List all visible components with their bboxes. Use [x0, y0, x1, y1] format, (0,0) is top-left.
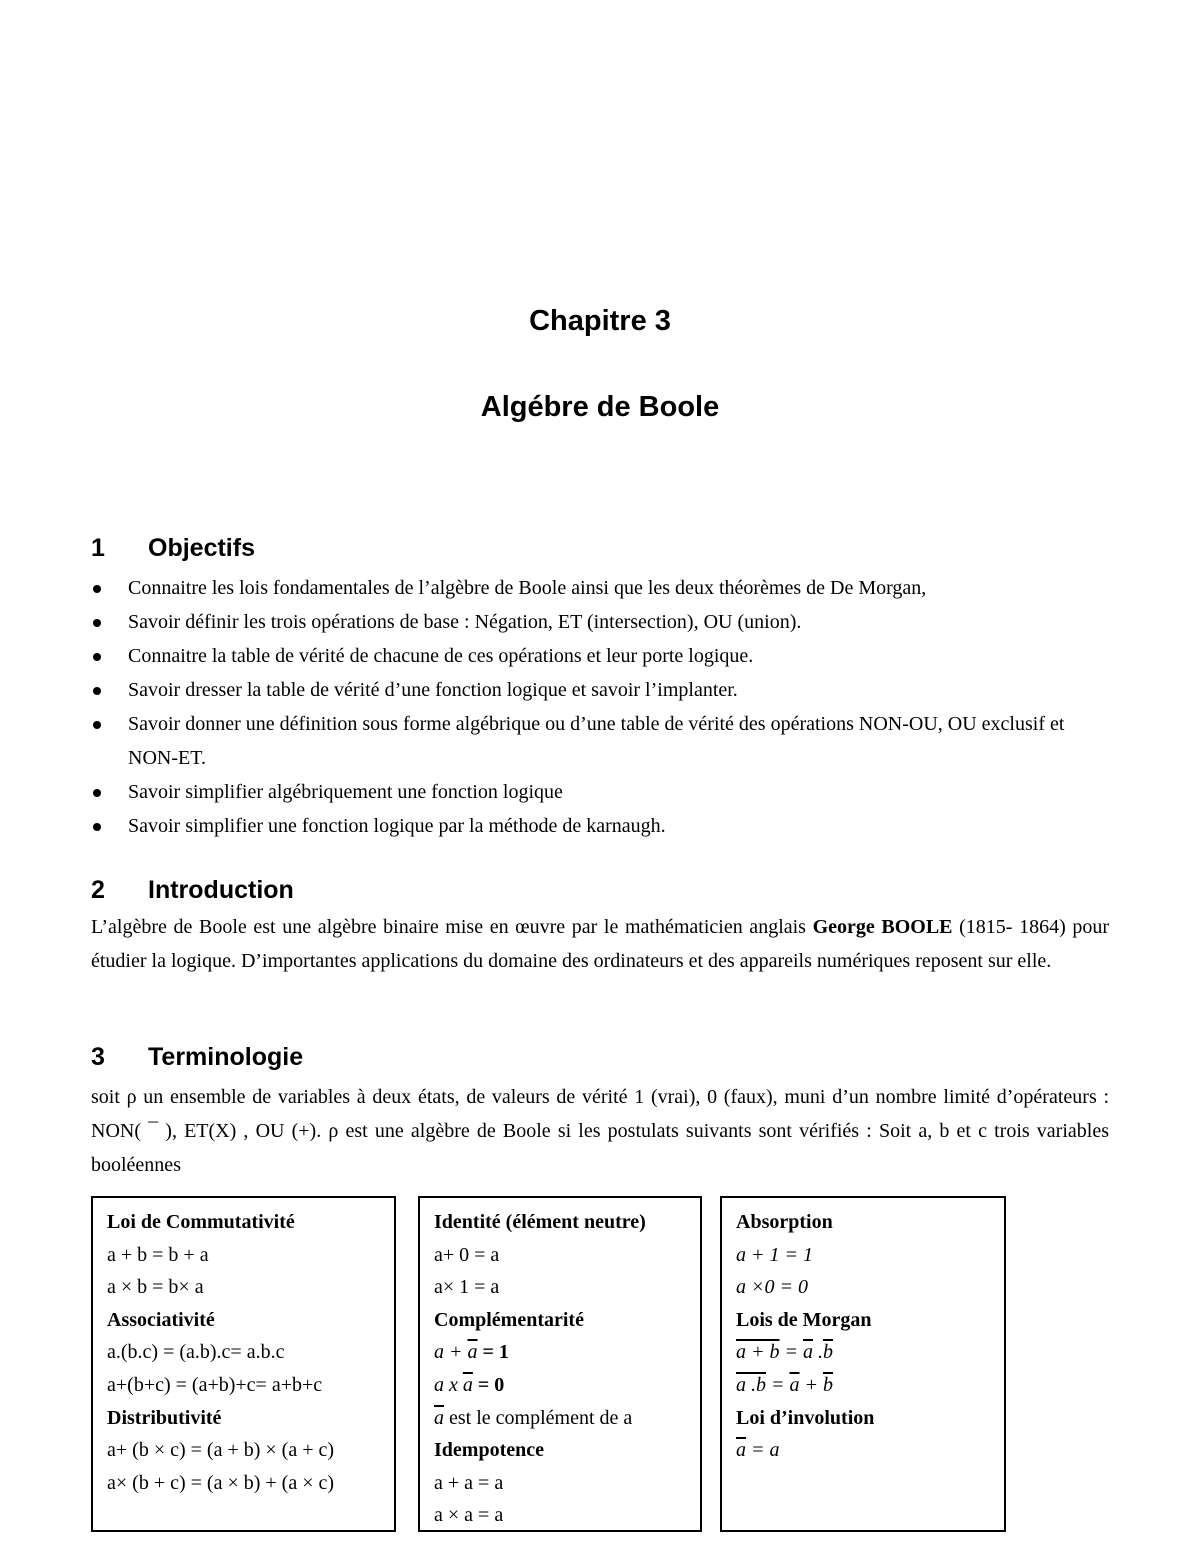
law-heading: Distributivité: [107, 1406, 222, 1429]
law-formula: a+ 0 = a: [434, 1243, 500, 1266]
law-formula: a ×0 = 0: [736, 1276, 808, 1299]
chapter-label: Chapitre 3: [529, 305, 671, 337]
section-heading-objectifs: [91, 534, 255, 563]
law-formula: a+(b+c) = (a+b)+c= a+b+c: [107, 1373, 323, 1396]
laws-box-identity: [418, 1196, 702, 1532]
law-formula: a+ (b × c) = (a + b) × (a + c): [107, 1439, 335, 1462]
page-title: Algébre de Boole: [480, 391, 720, 423]
list-item: Connaitre les lois fondamentales de l’algèbre de Boole ainsi que les deux théorèmes de De Morgan,: [91, 571, 1111, 605]
law-heading: Absorption: [736, 1211, 833, 1233]
objectives-list: [91, 571, 1111, 843]
law-formula: a.(b.c) = (a.b).c= a.b.c: [107, 1341, 285, 1364]
law-formula: a × a = a: [434, 1504, 504, 1527]
law-formula: a × b = b× a: [107, 1276, 204, 1299]
section-number: 1: [91, 534, 105, 562]
law-formula: a $.b = \overline{a} + \overline{b}$: [736, 1373, 833, 1396]
list-item: Savoir simplifier algébriquement une fonction logique: [91, 775, 1111, 809]
list-item: Savoir simplifier une fonction logique par la méthode de karnaugh.: [91, 809, 1111, 843]
law-heading: Complémentarité: [434, 1308, 584, 1331]
law-heading: Associativité: [107, 1308, 215, 1331]
bullet-icon: [93, 687, 101, 695]
law-heading: Loi d’involution: [736, 1406, 875, 1429]
laws-box-absorption: [720, 1196, 1006, 1532]
law-formula: a + b = b + a: [107, 1243, 209, 1266]
bullet-icon: [93, 789, 101, 797]
law-formula: a + a = a: [434, 1471, 504, 1494]
law-formula: a + 1 = 1: [736, 1243, 813, 1266]
law-formula: a× 1 = a: [434, 1276, 500, 1299]
laws-box-commutativity: [91, 1196, 396, 1532]
section-number: 3: [91, 1043, 105, 1071]
list-item: Connaitre la table de vérité de chacune de ces opérations et leur porte logique.: [91, 639, 1111, 673]
law-formula: a× (b + c) = (a × b) + (a × c): [107, 1471, 335, 1494]
law-heading: Lois de Morgan: [736, 1308, 872, 1331]
bullet-icon: [93, 823, 101, 831]
list-item: Savoir dresser la table de vérité d’une fonction logique et savoir l’implanter.: [91, 673, 1111, 707]
author-name: George BOOLE: [812, 916, 953, 938]
law-formula: a x $\overline{a} = 0$: [434, 1373, 505, 1396]
bullet-icon: [93, 653, 101, 661]
law-heading: Identité (élément neutre): [434, 1211, 646, 1233]
intro-paragraph: L’algèbre de Boole est une algèbre binaire mise en œuvre par le mathématicien anglais George BOOLE (1815- 1864) pour étudier la logique. D’importantes applications du domaine des ordinateurs et des appareils numériques reposent sur elle.: [91, 916, 1109, 972]
list-item: Savoir donner une définition sous forme algébrique ou d’une table de vérité des opérations NON-OU, OU exclusif et NON-ET.: [91, 707, 1111, 775]
law-formula: $a + b = \overline{a}$ $.\overline{b}$: [736, 1341, 833, 1364]
bullet-icon: [93, 619, 101, 627]
section-heading-terminologie: [91, 1043, 303, 1072]
section-heading-introduction: [91, 876, 294, 905]
law-formula: $\overline{a}$ est le complément de a: [434, 1406, 633, 1429]
bullet-icon: [93, 721, 101, 729]
section-title: Objectifs: [148, 534, 255, 562]
list-item: Savoir définir les trois opérations de base : Négation, ET (intersection), OU (union).: [91, 605, 1111, 639]
law-heading: Loi de Commutativité: [107, 1211, 295, 1233]
section-number: 2: [91, 876, 105, 904]
section-title: Introduction: [148, 876, 294, 904]
law-formula: $\overline{a} = a$: [736, 1439, 780, 1462]
bullet-icon: [93, 585, 101, 593]
law-heading: Idempotence: [434, 1439, 544, 1462]
section-title: Terminologie: [148, 1043, 304, 1071]
law-formula: $a + \overline{a} = 1$: [434, 1341, 509, 1364]
terminology-paragraph: soit ρ un ensemble de variables à deux états, de valeurs de vérité 1 (vrai), 0 (faux), muni d’un nombre limité d’opérateurs : NON( ¯ ), ET(X) , OU (+). ρ est une algèbre de Boole si les postulats suivants sont vérifiés : Soit a, b et c trois variables booléennes: [91, 1086, 1109, 1176]
